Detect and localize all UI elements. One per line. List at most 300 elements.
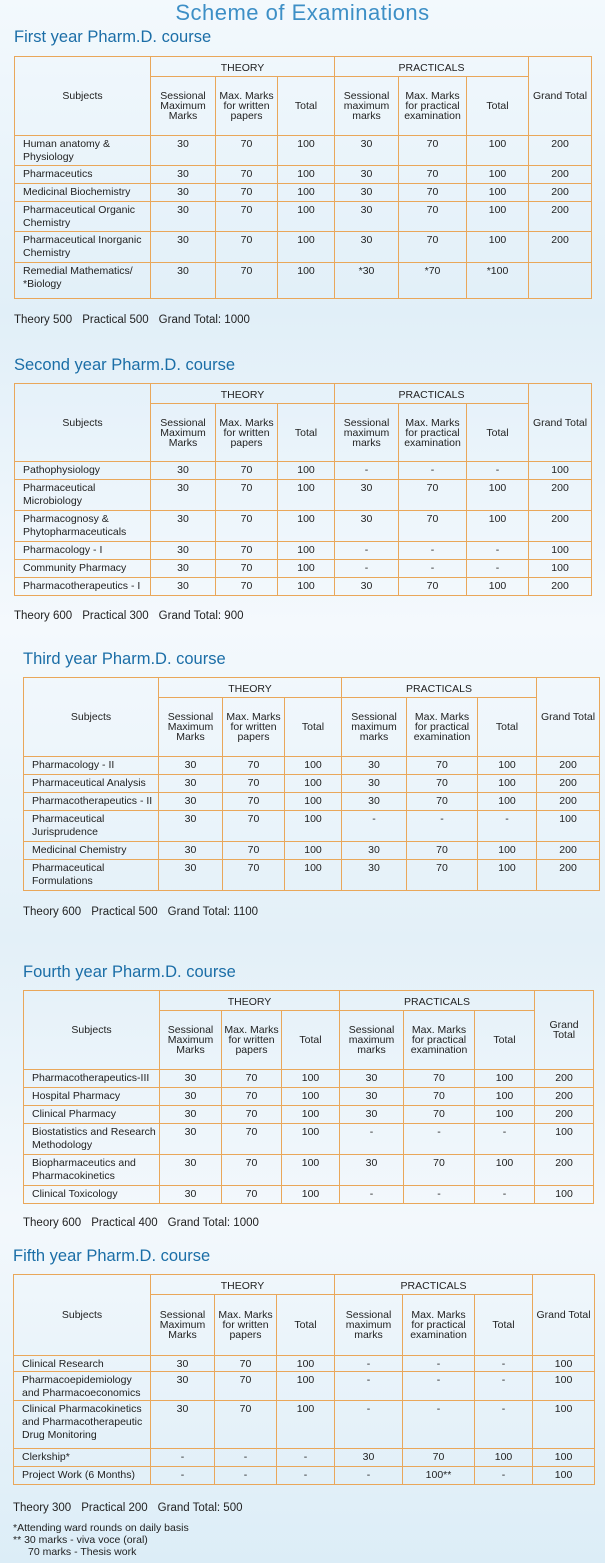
subject-cell: Pharmacoepidemiology and Pharmacoeconomics (14, 1372, 151, 1401)
marks-cell: 200 (529, 232, 592, 263)
marks-cell: 30 (160, 1070, 222, 1088)
subject-cell: Pharmaceutical Jurisprudence (24, 811, 159, 842)
marks-cell: 30 (342, 793, 407, 811)
grand-total-header: Grand Total (537, 678, 600, 757)
table-row (15, 511, 592, 542)
marks-cell: 70 (216, 232, 278, 263)
table-row (24, 860, 600, 891)
table-row (15, 166, 592, 184)
marks-cell: 100 (285, 757, 342, 775)
marks-cell: 30 (151, 1372, 215, 1401)
table-row (15, 480, 592, 511)
grand-total-header: Grand Total (529, 384, 592, 462)
theory-total-header: Total (282, 1011, 340, 1070)
marks-cell: 100 (478, 757, 537, 775)
footnotes (13, 1522, 189, 1558)
marks-cell: 30 (160, 1124, 222, 1155)
marks-cell: 100 (285, 775, 342, 793)
marks-cell: 70 (222, 1070, 282, 1088)
marks-cell: 200 (535, 1070, 594, 1088)
marks-cell: 70 (223, 775, 285, 793)
subjects-header: Subjects (15, 384, 151, 462)
marks-cell: 30 (160, 1155, 222, 1186)
third-year-table (23, 677, 600, 891)
marks-cell: - (475, 1467, 533, 1485)
marks-cell: 70 (223, 757, 285, 775)
subject-cell: Community Pharmacy (15, 560, 151, 578)
fourth-year-summary (23, 1217, 269, 1229)
subjects-header: Subjects (14, 1275, 151, 1356)
marks-cell: - (475, 1124, 535, 1155)
table-row (15, 202, 592, 232)
grand-total-header: Grand Total (533, 1275, 595, 1356)
marks-cell: 70 (216, 166, 278, 184)
marks-cell: 100 (285, 793, 342, 811)
marks-cell: - (403, 1356, 475, 1372)
second-year-table (14, 383, 592, 596)
marks-cell: 30 (342, 775, 407, 793)
theory-header: THEORY (151, 1275, 335, 1295)
marks-cell: 30 (340, 1155, 404, 1186)
marks-cell: *100 (467, 263, 529, 299)
marks-cell: *70 (399, 263, 467, 299)
subject-cell: Medicinal Biochemistry (15, 184, 151, 202)
marks-cell: 100 (278, 578, 335, 596)
theory-total-header: Total (285, 698, 342, 757)
subject-cell: Pharmacotherapeutics-III (24, 1070, 160, 1088)
summary-practical: Practical 200 (81, 1502, 148, 1514)
max-practical-header: Max. Marks for practical examination (407, 698, 478, 757)
marks-cell: 30 (335, 480, 399, 511)
marks-cell: - (467, 560, 529, 578)
footnote-ward-rounds: *Attending ward rounds on daily basis (13, 1522, 189, 1534)
marks-cell: 30 (335, 202, 399, 232)
marks-cell: 70 (407, 757, 478, 775)
max-written-header: Max. Marks for written papers (216, 77, 278, 136)
marks-cell: 30 (151, 560, 216, 578)
marks-cell: - (335, 1372, 403, 1401)
marks-cell: 200 (529, 511, 592, 542)
marks-cell: 30 (159, 860, 223, 891)
marks-cell: 70 (216, 578, 278, 596)
page-title: Scheme of Examinations (175, 0, 430, 25)
marks-cell: 30 (160, 1186, 222, 1204)
subject-cell: Pharmacotherapeutics - II (24, 793, 159, 811)
summary-practical: Practical 500 (82, 314, 149, 326)
table-row (24, 1124, 594, 1155)
marks-cell: 30 (151, 462, 216, 480)
sessional-theory-header: Sessional Maximum Marks (151, 1295, 215, 1356)
max-written-header: Max. Marks for written papers (223, 698, 285, 757)
marks-cell: - (342, 811, 407, 842)
marks-cell: 30 (335, 184, 399, 202)
subject-cell: Medicinal Chemistry (24, 842, 159, 860)
max-written-header: Max. Marks for written papers (215, 1295, 277, 1356)
marks-cell: 30 (340, 1070, 404, 1088)
marks-cell: 30 (335, 166, 399, 184)
marks-cell: 30 (160, 1088, 222, 1106)
marks-cell: 100 (278, 202, 335, 232)
marks-cell: 70 (216, 202, 278, 232)
marks-cell: 70 (404, 1155, 475, 1186)
practicals-header: PRACTICALS (342, 678, 537, 698)
sessional-theory-header: Sessional Maximum Marks (151, 404, 216, 462)
marks-cell: 100 (533, 1449, 595, 1467)
marks-cell: - (404, 1186, 475, 1204)
marks-cell: 100 (475, 1449, 533, 1467)
marks-cell: 30 (340, 1106, 404, 1124)
theory-total-header: Total (278, 77, 335, 136)
subject-cell: Pharmacology - I (15, 542, 151, 560)
table-row (15, 136, 592, 166)
marks-cell: 100 (278, 511, 335, 542)
marks-cell: *30 (335, 263, 399, 299)
marks-cell: - (335, 1467, 403, 1485)
marks-cell: - (467, 542, 529, 560)
marks-cell: 70 (216, 511, 278, 542)
marks-cell: 100 (467, 480, 529, 511)
marks-cell: 70 (216, 263, 278, 299)
marks-cell: 30 (151, 184, 216, 202)
marks-cell: 200 (529, 166, 592, 184)
marks-cell: - (277, 1449, 335, 1467)
marks-cell: - (404, 1124, 475, 1155)
marks-cell: - (475, 1356, 533, 1372)
marks-cell: 100 (467, 136, 529, 166)
marks-cell: 200 (535, 1088, 594, 1106)
marks-cell: 100 (467, 232, 529, 263)
subjects-header: Subjects (24, 991, 160, 1070)
marks-cell: 30 (335, 578, 399, 596)
table-row (14, 1372, 595, 1401)
marks-cell: 100 (278, 136, 335, 166)
marks-cell: 100 (478, 860, 537, 891)
table-row (15, 232, 592, 263)
sessional-practical-header: Sessional maximum marks (335, 1295, 403, 1356)
marks-cell: 70 (222, 1186, 282, 1204)
marks-cell: 70 (223, 811, 285, 842)
table-row (24, 811, 600, 842)
marks-cell: 100 (478, 775, 537, 793)
marks-cell: 30 (342, 860, 407, 891)
marks-cell: 100 (282, 1155, 340, 1186)
marks-cell: - (399, 560, 467, 578)
footnote-viva-voce: ** 30 marks - viva voce (oral) (13, 1534, 148, 1546)
marks-cell: 100 (278, 184, 335, 202)
marks-cell: 100 (282, 1070, 340, 1088)
table-row (15, 462, 592, 480)
summary-grand: Grand Total: 1100 (167, 906, 259, 918)
practical-total-header: Total (475, 1295, 533, 1356)
table-row (14, 1356, 595, 1372)
marks-cell: 200 (537, 793, 600, 811)
marks-cell: 70 (223, 842, 285, 860)
subject-cell: Clinical Research (14, 1356, 151, 1372)
marks-cell: 100 (277, 1401, 335, 1449)
marks-cell: - (151, 1449, 215, 1467)
marks-cell: 70 (407, 860, 478, 891)
marks-cell: - (277, 1467, 335, 1485)
marks-cell: 30 (335, 511, 399, 542)
grand-total-header: Grand Total (535, 991, 594, 1070)
marks-cell: - (399, 542, 467, 560)
fifth-year-summary (13, 1502, 253, 1514)
table-row (24, 775, 600, 793)
subject-cell: Clinical Toxicology (24, 1186, 160, 1204)
marks-cell: 100 (475, 1070, 535, 1088)
subject-cell: Clinical Pharmacy (24, 1106, 160, 1124)
table-row (24, 1070, 594, 1088)
marks-cell: 70 (222, 1155, 282, 1186)
practicals-header: PRACTICALS (335, 57, 529, 77)
marks-cell: 70 (399, 480, 467, 511)
sessional-practical-header: Sessional maximum marks (340, 1011, 404, 1070)
subject-cell: Pharmaceutical Analysis (24, 775, 159, 793)
marks-cell: - (403, 1372, 475, 1401)
subject-cell: Pharmaceutical Microbiology (15, 480, 151, 511)
marks-cell: 30 (151, 1356, 215, 1372)
marks-cell: - (340, 1186, 404, 1204)
marks-cell: 100 (278, 166, 335, 184)
subject-cell: Pharmaceutical Formulations (24, 860, 159, 891)
marks-cell: - (407, 811, 478, 842)
marks-cell: 30 (342, 757, 407, 775)
marks-cell: 100 (529, 560, 592, 578)
marks-cell: 70 (399, 184, 467, 202)
marks-cell: 70 (404, 1106, 475, 1124)
subject-cell: Hospital Pharmacy (24, 1088, 160, 1106)
marks-cell: 100 (282, 1124, 340, 1155)
summary-theory: Theory 500 (14, 314, 73, 326)
table-row (15, 560, 592, 578)
marks-cell: 200 (537, 757, 600, 775)
marks-cell: 100 (535, 1124, 594, 1155)
marks-cell: 30 (160, 1106, 222, 1124)
marks-cell: 30 (335, 136, 399, 166)
practical-total-header: Total (467, 404, 529, 462)
summary-grand: Grand Total: 500 (157, 1502, 243, 1514)
marks-cell: 70 (403, 1449, 475, 1467)
subject-cell: Pharmaceutical Inorganic Chemistry (15, 232, 151, 263)
marks-cell: 100 (277, 1372, 335, 1401)
marks-cell: 100 (278, 232, 335, 263)
marks-cell: 100 (467, 202, 529, 232)
marks-cell: 70 (216, 542, 278, 560)
practical-total-header: Total (478, 698, 537, 757)
practicals-header: PRACTICALS (335, 1275, 533, 1295)
third-year-summary (23, 906, 268, 918)
marks-cell: - (335, 560, 399, 578)
marks-cell: 100 (282, 1186, 340, 1204)
marks-cell: 100 (475, 1088, 535, 1106)
marks-cell: 30 (159, 775, 223, 793)
marks-cell: 100 (278, 560, 335, 578)
marks-cell: 30 (151, 202, 216, 232)
marks-cell: 70 (407, 793, 478, 811)
marks-cell: 30 (159, 811, 223, 842)
marks-cell: 200 (537, 860, 600, 891)
marks-cell: 100 (285, 860, 342, 891)
table-row (15, 184, 592, 202)
table-row (14, 1467, 595, 1485)
summary-grand: Grand Total: 900 (158, 610, 244, 622)
theory-total-header: Total (278, 404, 335, 462)
marks-cell: 70 (399, 202, 467, 232)
subject-cell: Pathophysiology (15, 462, 151, 480)
sessional-theory-header: Sessional Maximum Marks (159, 698, 223, 757)
max-practical-header: Max. Marks for practical examination (404, 1011, 475, 1070)
sessional-theory-header: Sessional Maximum Marks (160, 1011, 222, 1070)
table-row (24, 757, 600, 775)
marks-cell: 100 (467, 166, 529, 184)
marks-cell: 100 (277, 1356, 335, 1372)
practicals-header: PRACTICALS (340, 991, 535, 1011)
marks-cell: - (403, 1401, 475, 1449)
table-row (24, 1155, 594, 1186)
marks-cell: 200 (529, 184, 592, 202)
practical-total-header: Total (467, 77, 529, 136)
table-row (24, 793, 600, 811)
marks-cell: 70 (216, 560, 278, 578)
marks-cell: 30 (335, 1449, 403, 1467)
subject-cell: Pharmacotherapeutics - I (15, 578, 151, 596)
marks-cell (529, 263, 592, 299)
fourth-year-title: Fourth year Pharm.D. course (23, 963, 236, 981)
marks-cell: 100 (278, 462, 335, 480)
marks-cell: 100 (278, 263, 335, 299)
first-year-table (14, 56, 592, 299)
marks-cell: - (467, 462, 529, 480)
fourth-year-table (23, 990, 594, 1204)
first-year-title: First year Pharm.D. course (14, 28, 212, 46)
marks-cell: 200 (529, 202, 592, 232)
subjects-header: Subjects (15, 57, 151, 136)
second-year-summary (14, 610, 254, 622)
marks-cell: - (151, 1467, 215, 1485)
header-row (24, 991, 594, 1011)
marks-cell: 100** (403, 1467, 475, 1485)
marks-cell: 70 (399, 136, 467, 166)
marks-cell: 200 (537, 775, 600, 793)
table-row (24, 842, 600, 860)
table-row (15, 578, 592, 596)
sessional-practical-header: Sessional maximum marks (342, 698, 407, 757)
marks-cell: 200 (535, 1106, 594, 1124)
subjects-header: Subjects (24, 678, 159, 757)
theory-header: THEORY (159, 678, 342, 698)
sessional-theory-header: Sessional Maximum Marks (151, 77, 216, 136)
table-row (14, 1401, 595, 1449)
summary-practical: Practical 300 (82, 610, 149, 622)
marks-cell: 30 (159, 757, 223, 775)
subject-cell: Biopharmaceutics and Pharmacokinetics (24, 1155, 160, 1186)
footnote-thesis: 70 marks - Thesis work (28, 1546, 137, 1558)
marks-cell: 100 (478, 842, 537, 860)
marks-cell: 30 (335, 232, 399, 263)
practical-total-header: Total (475, 1011, 535, 1070)
marks-cell: 70 (216, 136, 278, 166)
marks-cell: - (475, 1401, 533, 1449)
summary-theory: Theory 600 (14, 610, 73, 622)
subject-cell: Pharmaceutics (15, 166, 151, 184)
marks-cell: - (335, 1401, 403, 1449)
marks-cell: 30 (159, 793, 223, 811)
subject-cell: Pharmacology - II (24, 757, 159, 775)
marks-cell: 100 (537, 811, 600, 842)
sessional-practical-header: Sessional maximum marks (335, 404, 399, 462)
header-row (15, 57, 592, 77)
marks-cell: 200 (535, 1155, 594, 1186)
marks-cell: 70 (222, 1124, 282, 1155)
theory-header: THEORY (151, 57, 335, 77)
marks-cell: 70 (216, 480, 278, 511)
subject-cell: Pharmaceutical Organic Chemistry (15, 202, 151, 232)
marks-cell: 70 (216, 462, 278, 480)
marks-cell: 30 (151, 136, 216, 166)
subject-cell: Human anatomy & Physiology (15, 136, 151, 166)
practicals-header: PRACTICALS (335, 384, 529, 404)
sessional-practical-header: Sessional maximum marks (335, 77, 399, 136)
marks-cell: 70 (215, 1372, 277, 1401)
marks-cell: 100 (475, 1155, 535, 1186)
marks-cell: 100 (285, 842, 342, 860)
marks-cell: 70 (222, 1106, 282, 1124)
second-year-title: Second year Pharm.D. course (14, 356, 236, 374)
summary-theory: Theory 300 (13, 1502, 72, 1514)
marks-cell: - (475, 1372, 533, 1401)
marks-cell: 200 (529, 480, 592, 511)
marks-cell: 100 (535, 1186, 594, 1204)
marks-cell: 100 (533, 1401, 595, 1449)
marks-cell: 30 (151, 166, 216, 184)
marks-cell: - (215, 1449, 277, 1467)
table-row (24, 1088, 594, 1106)
marks-cell: 100 (475, 1106, 535, 1124)
grand-total-header: Grand Total (529, 57, 592, 136)
marks-cell: 30 (342, 842, 407, 860)
marks-cell: - (335, 462, 399, 480)
table-row (24, 1106, 594, 1124)
header-row (24, 678, 600, 698)
table-row (24, 1186, 594, 1204)
max-practical-header: Max. Marks for practical examination (403, 1295, 475, 1356)
marks-cell: 100 (285, 811, 342, 842)
header-row (14, 1275, 595, 1295)
marks-cell: 30 (151, 578, 216, 596)
marks-cell: 100 (282, 1106, 340, 1124)
marks-cell: 70 (404, 1088, 475, 1106)
marks-cell: 70 (216, 184, 278, 202)
summary-theory: Theory 600 (23, 1217, 82, 1229)
marks-cell: 200 (537, 842, 600, 860)
subject-cell: Pharmacognosy & Phytopharmaceuticals (15, 511, 151, 542)
marks-cell: - (399, 462, 467, 480)
marks-cell: 200 (529, 136, 592, 166)
max-practical-header: Max. Marks for practical examination (399, 77, 467, 136)
marks-cell: 100 (529, 462, 592, 480)
summary-grand: Grand Total: 1000 (158, 314, 250, 326)
marks-cell: - (215, 1467, 277, 1485)
theory-total-header: Total (277, 1295, 335, 1356)
marks-cell: 70 (215, 1401, 277, 1449)
marks-cell: 30 (151, 1401, 215, 1449)
marks-cell: - (478, 811, 537, 842)
marks-cell: 100 (278, 480, 335, 511)
table-row (15, 263, 592, 299)
marks-cell: 70 (223, 793, 285, 811)
marks-cell: 30 (151, 542, 216, 560)
summary-practical: Practical 500 (91, 906, 158, 918)
